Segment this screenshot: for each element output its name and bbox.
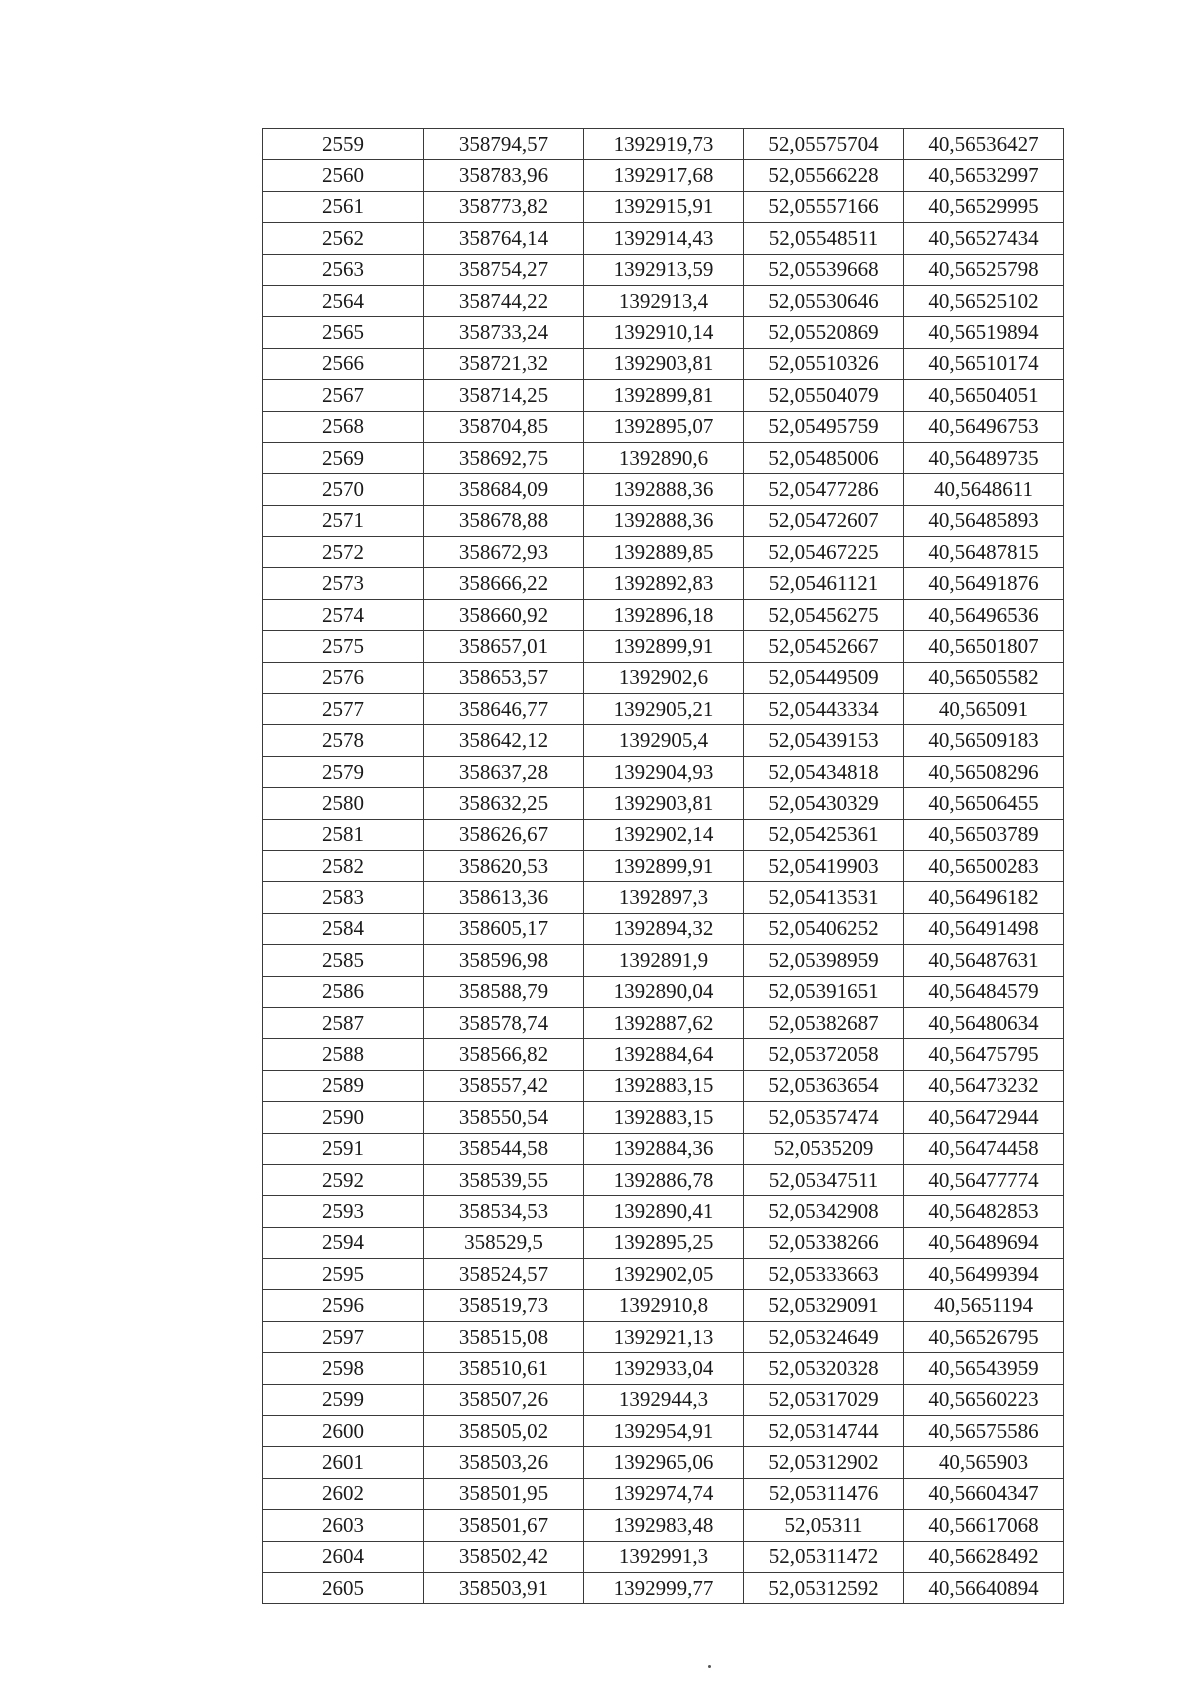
x-coordinate-cell: 358733,24 [424,317,584,348]
y-coordinate-cell: 1392884,36 [584,1133,744,1164]
latitude-cell: 52,05314744 [744,1416,904,1447]
latitude-cell: 52,05320328 [744,1353,904,1384]
longitude-cell: 40,56499394 [904,1259,1064,1290]
x-coordinate-cell: 358510,61 [424,1353,584,1384]
latitude-cell: 52,05311472 [744,1541,904,1572]
y-coordinate-cell: 1392895,07 [584,411,744,442]
y-coordinate-cell: 1392904,93 [584,756,744,787]
y-coordinate-cell: 1392903,81 [584,788,744,819]
point-number-cell: 2593 [263,1196,424,1227]
x-coordinate-cell: 358632,25 [424,788,584,819]
point-number-cell: 2564 [263,285,424,316]
point-number-cell: 2600 [263,1416,424,1447]
x-coordinate-cell: 358507,26 [424,1384,584,1415]
longitude-cell: 40,56543959 [904,1353,1064,1384]
point-number-cell: 2592 [263,1164,424,1195]
y-coordinate-cell: 1392884,64 [584,1039,744,1070]
table-row [263,348,1064,379]
latitude-cell: 52,05548511 [744,223,904,254]
latitude-cell: 52,05419903 [744,850,904,881]
latitude-cell: 52,05434818 [744,756,904,787]
table-row [263,1447,1064,1478]
table-row [263,411,1064,442]
table-row [263,1196,1064,1227]
point-number-cell: 2589 [263,1070,424,1101]
y-coordinate-cell: 1392983,48 [584,1510,744,1541]
table-row [263,725,1064,756]
x-coordinate-cell: 358721,32 [424,348,584,379]
table-row [263,694,1064,725]
y-coordinate-cell: 1392944,3 [584,1384,744,1415]
y-coordinate-cell: 1392897,3 [584,882,744,913]
longitude-cell: 40,56484579 [904,976,1064,1007]
longitude-cell: 40,56473232 [904,1070,1064,1101]
x-coordinate-cell: 358544,58 [424,1133,584,1164]
y-coordinate-cell: 1392890,41 [584,1196,744,1227]
table-row [263,1259,1064,1290]
longitude-cell: 40,56510174 [904,348,1064,379]
point-number-cell: 2562 [263,223,424,254]
point-number-cell: 2566 [263,348,424,379]
longitude-cell: 40,56604347 [904,1478,1064,1509]
longitude-cell: 40,56489735 [904,442,1064,473]
table-row [263,945,1064,976]
latitude-cell: 52,05495759 [744,411,904,442]
table-row [263,631,1064,662]
y-coordinate-cell: 1392888,36 [584,474,744,505]
table-row [263,1416,1064,1447]
x-coordinate-cell: 358524,57 [424,1259,584,1290]
x-coordinate-cell: 358534,53 [424,1196,584,1227]
point-number-cell: 2598 [263,1353,424,1384]
latitude-cell: 52,05391651 [744,976,904,1007]
table-row [263,1039,1064,1070]
point-number-cell: 2573 [263,568,424,599]
point-number-cell: 2603 [263,1510,424,1541]
latitude-cell: 52,0535209 [744,1133,904,1164]
point-number-cell: 2567 [263,380,424,411]
table-row [263,599,1064,630]
y-coordinate-cell: 1392921,13 [584,1321,744,1352]
y-coordinate-cell: 1392883,15 [584,1102,744,1133]
point-number-cell: 2594 [263,1227,424,1258]
point-number-cell: 2587 [263,1007,424,1038]
x-coordinate-cell: 358557,42 [424,1070,584,1101]
y-coordinate-cell: 1392903,81 [584,348,744,379]
x-coordinate-cell: 358588,79 [424,976,584,1007]
table-row [263,505,1064,536]
y-coordinate-cell: 1392890,04 [584,976,744,1007]
latitude-cell: 52,05456275 [744,599,904,630]
point-number-cell: 2584 [263,913,424,944]
x-coordinate-cell: 358620,53 [424,850,584,881]
latitude-cell: 52,05477286 [744,474,904,505]
y-coordinate-cell: 1392890,6 [584,442,744,473]
table-row [263,317,1064,348]
x-coordinate-cell: 358646,77 [424,694,584,725]
x-coordinate-cell: 358653,57 [424,662,584,693]
table-row [263,537,1064,568]
x-coordinate-cell: 358744,22 [424,285,584,316]
point-number-cell: 2586 [263,976,424,1007]
longitude-cell: 40,56536427 [904,129,1064,160]
point-number-cell: 2570 [263,474,424,505]
latitude-cell: 52,05461121 [744,568,904,599]
latitude-cell: 52,05467225 [744,537,904,568]
point-number-cell: 2588 [263,1039,424,1070]
point-number-cell: 2576 [263,662,424,693]
y-coordinate-cell: 1392954,91 [584,1416,744,1447]
latitude-cell: 52,05425361 [744,819,904,850]
point-number-cell: 2565 [263,317,424,348]
point-number-cell: 2577 [263,694,424,725]
x-coordinate-cell: 358605,17 [424,913,584,944]
longitude-cell: 40,56501807 [904,631,1064,662]
x-coordinate-cell: 358515,08 [424,1321,584,1352]
y-coordinate-cell: 1392910,14 [584,317,744,348]
latitude-cell: 52,05317029 [744,1384,904,1415]
y-coordinate-cell: 1392902,05 [584,1259,744,1290]
latitude-cell: 52,05566228 [744,160,904,191]
latitude-cell: 52,05382687 [744,1007,904,1038]
point-number-cell: 2572 [263,537,424,568]
table-row [263,191,1064,222]
x-coordinate-cell: 358684,09 [424,474,584,505]
point-number-cell: 2590 [263,1102,424,1133]
table-row [263,913,1064,944]
point-number-cell: 2597 [263,1321,424,1352]
y-coordinate-cell: 1392914,43 [584,223,744,254]
longitude-cell: 40,56487815 [904,537,1064,568]
table-row [263,1164,1064,1195]
y-coordinate-cell: 1392999,77 [584,1572,744,1603]
longitude-cell: 40,56527434 [904,223,1064,254]
latitude-cell: 52,05510326 [744,348,904,379]
table-row [263,882,1064,913]
x-coordinate-cell: 358666,22 [424,568,584,599]
point-number-cell: 2604 [263,1541,424,1572]
x-coordinate-cell: 358794,57 [424,129,584,160]
longitude-cell: 40,56508296 [904,756,1064,787]
table-row [263,1541,1064,1572]
longitude-cell: 40,56472944 [904,1102,1064,1133]
table-row [263,474,1064,505]
longitude-cell: 40,56496182 [904,882,1064,913]
longitude-cell: 40,56560223 [904,1384,1064,1415]
x-coordinate-cell: 358503,26 [424,1447,584,1478]
x-coordinate-cell: 358626,67 [424,819,584,850]
y-coordinate-cell: 1392910,8 [584,1290,744,1321]
x-coordinate-cell: 358505,02 [424,1416,584,1447]
y-coordinate-cell: 1392905,21 [584,694,744,725]
table-row [263,285,1064,316]
y-coordinate-cell: 1392886,78 [584,1164,744,1195]
x-coordinate-cell: 358692,75 [424,442,584,473]
latitude-cell: 52,05338266 [744,1227,904,1258]
y-coordinate-cell: 1392889,85 [584,537,744,568]
table-row [263,756,1064,787]
longitude-cell: 40,56496536 [904,599,1064,630]
point-number-cell: 2580 [263,788,424,819]
longitude-cell: 40,56640894 [904,1572,1064,1603]
point-number-cell: 2574 [263,599,424,630]
longitude-cell: 40,56482853 [904,1196,1064,1227]
longitude-cell: 40,5651194 [904,1290,1064,1321]
y-coordinate-cell: 1392891,9 [584,945,744,976]
latitude-cell: 52,05398959 [744,945,904,976]
x-coordinate-cell: 358773,82 [424,191,584,222]
point-number-cell: 2561 [263,191,424,222]
table-row [263,1227,1064,1258]
table-row [263,223,1064,254]
point-number-cell: 2599 [263,1384,424,1415]
latitude-cell: 52,05357474 [744,1102,904,1133]
y-coordinate-cell: 1392919,73 [584,129,744,160]
longitude-cell: 40,56503789 [904,819,1064,850]
latitude-cell: 52,05406252 [744,913,904,944]
coordinates-table-body [263,129,1064,1604]
y-coordinate-cell: 1392913,4 [584,285,744,316]
latitude-cell: 52,05333663 [744,1259,904,1290]
latitude-cell: 52,05520869 [744,317,904,348]
x-coordinate-cell: 358657,01 [424,631,584,662]
longitude-cell: 40,56505582 [904,662,1064,693]
y-coordinate-cell: 1392883,15 [584,1070,744,1101]
x-coordinate-cell: 358529,5 [424,1227,584,1258]
latitude-cell: 52,05372058 [744,1039,904,1070]
x-coordinate-cell: 358783,96 [424,160,584,191]
y-coordinate-cell: 1392894,32 [584,913,744,944]
x-coordinate-cell: 358550,54 [424,1102,584,1133]
latitude-cell: 52,05449509 [744,662,904,693]
y-coordinate-cell: 1392905,4 [584,725,744,756]
y-coordinate-cell: 1392933,04 [584,1353,744,1384]
latitude-cell: 52,05504079 [744,380,904,411]
longitude-cell: 40,56487631 [904,945,1064,976]
latitude-cell: 52,05439153 [744,725,904,756]
y-coordinate-cell: 1392902,14 [584,819,744,850]
y-coordinate-cell: 1392899,81 [584,380,744,411]
point-number-cell: 2583 [263,882,424,913]
table-row [263,160,1064,191]
x-coordinate-cell: 358519,73 [424,1290,584,1321]
y-coordinate-cell: 1392974,74 [584,1478,744,1509]
x-coordinate-cell: 358613,36 [424,882,584,913]
latitude-cell: 52,05312592 [744,1572,904,1603]
table-row [263,1007,1064,1038]
longitude-cell: 40,56475795 [904,1039,1064,1070]
point-number-cell: 2582 [263,850,424,881]
x-coordinate-cell: 358502,42 [424,1541,584,1572]
longitude-cell: 40,56477774 [904,1164,1064,1195]
latitude-cell: 52,05347511 [744,1164,904,1195]
latitude-cell: 52,05413531 [744,882,904,913]
point-number-cell: 2575 [263,631,424,662]
point-number-cell: 2560 [263,160,424,191]
point-number-cell: 2596 [263,1290,424,1321]
table-row [263,1321,1064,1352]
point-number-cell: 2591 [263,1133,424,1164]
latitude-cell: 52,05363654 [744,1070,904,1101]
table-row [263,788,1064,819]
latitude-cell: 52,05575704 [744,129,904,160]
longitude-cell: 40,56506455 [904,788,1064,819]
longitude-cell: 40,56525102 [904,285,1064,316]
table-row [263,1070,1064,1101]
y-coordinate-cell: 1392965,06 [584,1447,744,1478]
y-coordinate-cell: 1392888,36 [584,505,744,536]
x-coordinate-cell: 358596,98 [424,945,584,976]
y-coordinate-cell: 1392899,91 [584,850,744,881]
y-coordinate-cell: 1392896,18 [584,599,744,630]
table-row [263,1572,1064,1603]
longitude-cell: 40,56529995 [904,191,1064,222]
point-number-cell: 2563 [263,254,424,285]
y-coordinate-cell: 1392915,91 [584,191,744,222]
latitude-cell: 52,05443334 [744,694,904,725]
longitude-cell: 40,56617068 [904,1510,1064,1541]
point-number-cell: 2559 [263,129,424,160]
longitude-cell: 40,56628492 [904,1541,1064,1572]
longitude-cell: 40,565903 [904,1447,1064,1478]
latitude-cell: 52,05324649 [744,1321,904,1352]
x-coordinate-cell: 358539,55 [424,1164,584,1195]
y-coordinate-cell: 1392991,3 [584,1541,744,1572]
point-number-cell: 2585 [263,945,424,976]
x-coordinate-cell: 358678,88 [424,505,584,536]
y-coordinate-cell: 1392892,83 [584,568,744,599]
longitude-cell: 40,56532997 [904,160,1064,191]
table-row [263,568,1064,599]
x-coordinate-cell: 358501,95 [424,1478,584,1509]
x-coordinate-cell: 358764,14 [424,223,584,254]
longitude-cell: 40,56496753 [904,411,1064,442]
point-number-cell: 2579 [263,756,424,787]
point-number-cell: 2568 [263,411,424,442]
point-number-cell: 2569 [263,442,424,473]
latitude-cell: 52,05485006 [744,442,904,473]
table-row [263,1353,1064,1384]
page-mark [708,1665,711,1668]
longitude-cell: 40,56504051 [904,380,1064,411]
longitude-cell: 40,56525798 [904,254,1064,285]
longitude-cell: 40,56526795 [904,1321,1064,1352]
longitude-cell: 40,56519894 [904,317,1064,348]
latitude-cell: 52,05311 [744,1510,904,1541]
table-row [263,129,1064,160]
y-coordinate-cell: 1392917,68 [584,160,744,191]
x-coordinate-cell: 358754,27 [424,254,584,285]
latitude-cell: 52,05342908 [744,1196,904,1227]
point-number-cell: 2602 [263,1478,424,1509]
x-coordinate-cell: 358704,85 [424,411,584,442]
latitude-cell: 52,05329091 [744,1290,904,1321]
table-row [263,1510,1064,1541]
longitude-cell: 40,565091 [904,694,1064,725]
table-row [263,380,1064,411]
table-row [263,819,1064,850]
table-row [263,662,1064,693]
latitude-cell: 52,05472607 [744,505,904,536]
point-number-cell: 2578 [263,725,424,756]
x-coordinate-cell: 358578,74 [424,1007,584,1038]
longitude-cell: 40,56509183 [904,725,1064,756]
point-number-cell: 2581 [263,819,424,850]
latitude-cell: 52,05530646 [744,285,904,316]
longitude-cell: 40,56489694 [904,1227,1064,1258]
table-row [263,254,1064,285]
x-coordinate-cell: 358566,82 [424,1039,584,1070]
latitude-cell: 52,05311476 [744,1478,904,1509]
table-row [263,442,1064,473]
x-coordinate-cell: 358660,92 [424,599,584,630]
longitude-cell: 40,56480634 [904,1007,1064,1038]
y-coordinate-cell: 1392887,62 [584,1007,744,1038]
longitude-cell: 40,56500283 [904,850,1064,881]
x-coordinate-cell: 358503,91 [424,1572,584,1603]
y-coordinate-cell: 1392899,91 [584,631,744,662]
table-row [263,850,1064,881]
table-row [263,1102,1064,1133]
y-coordinate-cell: 1392902,6 [584,662,744,693]
longitude-cell: 40,56491498 [904,913,1064,944]
x-coordinate-cell: 358714,25 [424,380,584,411]
point-number-cell: 2601 [263,1447,424,1478]
latitude-cell: 52,05452667 [744,631,904,662]
coordinates-table [262,128,1064,1604]
latitude-cell: 52,05539668 [744,254,904,285]
latitude-cell: 52,05312902 [744,1447,904,1478]
longitude-cell: 40,56491876 [904,568,1064,599]
longitude-cell: 40,56575586 [904,1416,1064,1447]
table-row [263,976,1064,1007]
point-number-cell: 2571 [263,505,424,536]
x-coordinate-cell: 358642,12 [424,725,584,756]
x-coordinate-cell: 358637,28 [424,756,584,787]
longitude-cell: 40,56474458 [904,1133,1064,1164]
y-coordinate-cell: 1392913,59 [584,254,744,285]
x-coordinate-cell: 358501,67 [424,1510,584,1541]
x-coordinate-cell: 358672,93 [424,537,584,568]
longitude-cell: 40,5648611 [904,474,1064,505]
table-row [263,1384,1064,1415]
table-row [263,1478,1064,1509]
y-coordinate-cell: 1392895,25 [584,1227,744,1258]
latitude-cell: 52,05557166 [744,191,904,222]
latitude-cell: 52,05430329 [744,788,904,819]
point-number-cell: 2605 [263,1572,424,1603]
table-row [263,1290,1064,1321]
point-number-cell: 2595 [263,1259,424,1290]
longitude-cell: 40,56485893 [904,505,1064,536]
table-row [263,1133,1064,1164]
